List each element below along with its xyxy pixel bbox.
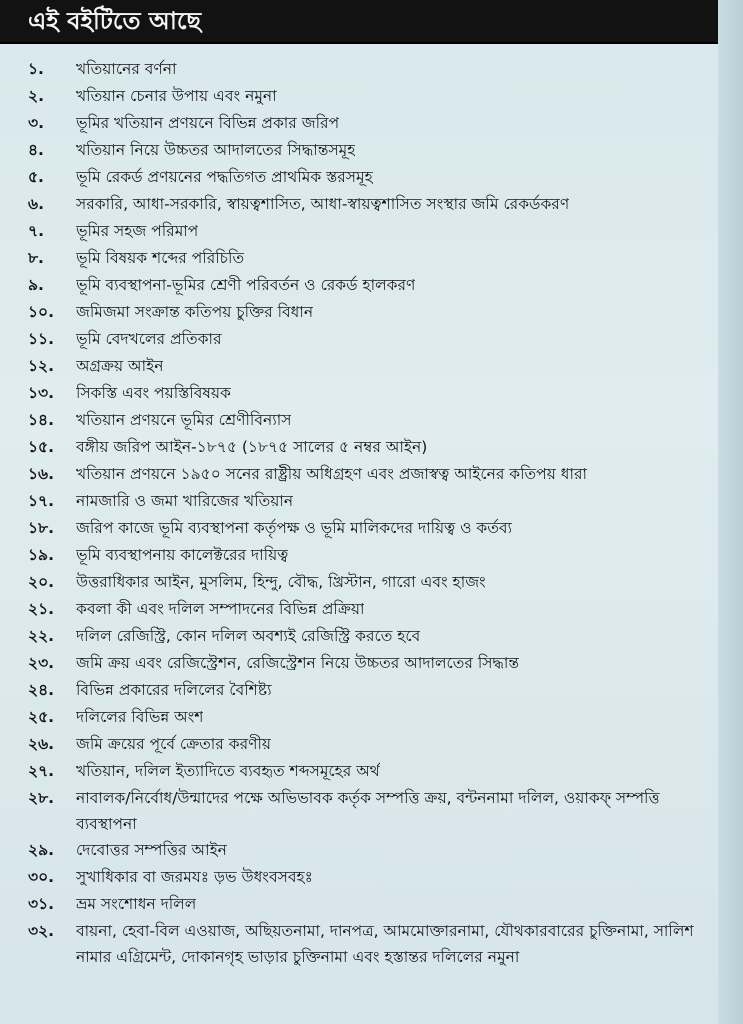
item-text: দলিলের বিভিন্ন অংশ (76, 708, 204, 726)
item-text: খতিয়ান প্রণয়নে ১৯৫০ সনের রাষ্ট্রীয় অধিগ্রহণ এবং প্রজাস্বত্ব আইনের কতিপয় ধারা (76, 465, 587, 483)
list-item (0, 353, 718, 380)
item-number: ৩. (28, 114, 44, 132)
item-number: ২২. (28, 627, 55, 645)
item-number: ১১. (28, 330, 55, 348)
list-item (0, 191, 718, 218)
item-number: ৪. (28, 141, 44, 159)
item-text: জমি ক্রয় এবং রেজিস্ট্রেশন, রেজিস্ট্রেশন নিয়ে উচ্চতর আদালতের সিদ্ধান্ত (76, 654, 520, 672)
item-text: অগ্রক্রয় আইন (76, 357, 164, 375)
list-item (0, 864, 718, 891)
list-item (0, 407, 718, 434)
item-number: ৩২. (28, 922, 55, 940)
item-number: ২১. (28, 600, 55, 618)
list-item (0, 650, 718, 677)
item-text: সরকারি, আধা-সরকারি, স্বায়ত্বশাসিত, আধা-স্বায়ত্বশাসিত সংস্থার জমি রেকর্ডকরণ (76, 195, 570, 213)
item-number: ১৯. (28, 546, 55, 564)
item-number: ১. (28, 60, 44, 78)
item-text: ভ্রম সংশোধন দলিল (76, 895, 197, 913)
list-item (0, 677, 718, 704)
item-text: খতিয়ান প্রণয়নে ভূমির শ্রেণীবিন্যাস (76, 411, 292, 429)
list-item (0, 434, 718, 461)
item-text: জরিপ কাজে ভূমি ব্যবস্থাপনা কর্তৃপক্ষ ও ভূমি মালিকদের দায়িত্ব ও কর্তব্য (76, 519, 513, 537)
item-text: সুখাধিকার বা জরমযঃ ড়ভ উধংবসবহঃ (76, 868, 313, 886)
item-text: নাবালক/নির্বোধ/উন্মাদের পক্ষে অভিভাবক কর্তৃক সম্পত্তি ক্রয়, বন্টননামা দলিল, ওয়াকফ্ সম্পত্তি ব্যবস্থাপনা (76, 789, 660, 833)
item-text: ভূমি বেদখলের প্রতিকার (76, 330, 222, 348)
list-item (0, 461, 718, 488)
item-text: নামজারি ও জমা খারিজের খতিয়ান (76, 492, 294, 510)
item-number: ৯. (28, 276, 44, 294)
list-item (0, 218, 718, 245)
item-number: ১৩. (28, 384, 55, 402)
item-text: জমি ক্রয়ের পূর্বে ক্রেতার করণীয় (76, 735, 272, 753)
item-number: ২৪. (28, 681, 55, 699)
list-item (0, 569, 718, 596)
list-item (0, 785, 718, 837)
page-title: এই বইটিতে আছে (28, 7, 202, 35)
item-text: ভূমি ব্যবস্থাপনায় কালেক্টরের দায়িত্ব (76, 546, 289, 564)
item-number: ৬. (28, 195, 44, 213)
list-item (0, 272, 718, 299)
item-number: ৭. (28, 222, 44, 240)
list-item (0, 731, 718, 758)
item-number: ১৮. (28, 519, 55, 537)
item-text: সিকস্তি এবং পয়স্তিবিষয়ক (76, 384, 231, 402)
item-number: ১৬. (28, 465, 55, 483)
item-text: ভূমি রেকর্ড প্রণয়নের পদ্ধতিগত প্রাথমিক স্তরসমূহ (76, 168, 373, 186)
item-text: বায়না, হেবা-বিল এওয়াজ, অছিয়তনামা, দানপত্র, আমমোক্তারনামা, যৌথকারবারের চুক্তিনামা, সালিশ নামার এগ্রিমেন্ট, দোকানগৃহ ভাড়ার চুক্তিনামা এবং হস্তান্তর দলিলের নমুনা (76, 922, 694, 966)
list-item (0, 704, 718, 731)
item-number: ২. (28, 87, 44, 105)
item-number: ১০. (28, 303, 55, 321)
list-item (0, 56, 718, 83)
item-text: জমিজমা সংক্রান্ত কতিপয় চুক্তির বিধান (76, 303, 314, 321)
item-text: বঙ্গীয় জরিপ আইন-১৮৭৫ (১৮৭৫ সালের ৫ নম্বর আইন) (76, 438, 428, 456)
list-item (0, 515, 718, 542)
list-item (0, 299, 718, 326)
item-number: ৮. (28, 249, 44, 267)
item-number: ১৭. (28, 492, 55, 510)
list-item (0, 380, 718, 407)
item-text: দলিল রেজিস্ট্রি, কোন দলিল অবশ্যই রেজিস্ট্রি করতে হবে (76, 627, 421, 645)
list-item (0, 164, 718, 191)
item-number: ২৯. (28, 841, 55, 859)
item-number: ২৭. (28, 762, 55, 780)
item-text: ভূমি বিষয়ক শব্দের পরিচিতি (76, 249, 245, 267)
item-number: ৫. (28, 168, 44, 186)
item-text: ভূমির সহজ পরিমাপ (76, 222, 199, 240)
item-number: ১৫. (28, 438, 55, 456)
item-number: ২০. (28, 573, 55, 591)
list-item (0, 110, 718, 137)
list-item (0, 758, 718, 785)
item-text: কবলা কী এবং দলিল সম্পাদনের বিভিন্ন প্রক্রিয়া (76, 600, 365, 618)
list-item (0, 837, 718, 864)
item-text: খতিয়ান চেনার উপায় এবং নমুনা (76, 87, 277, 105)
list-item (0, 891, 718, 918)
item-text: খতিয়ানের বর্ণনা (76, 60, 177, 78)
item-text: খতিয়ান নিয়ে উচ্চতর আদালতের সিদ্ধান্তসমূহ (76, 141, 356, 159)
item-text: ভূমি ব্যবস্থাপনা-ভূমির শ্রেণী পরিবর্তন ও রেকর্ড হালকরণ (76, 276, 416, 294)
item-text: উত্তরাধিকার আইন, মুসলিম, হিন্দু, বৌদ্ধ, খ্রিস্টান, গারো এবং হাজং (76, 573, 486, 591)
list-item (0, 83, 718, 110)
item-number: ২৫. (28, 708, 55, 726)
item-number: ২৮. (28, 789, 55, 807)
list-item (0, 596, 718, 623)
page-edge (718, 0, 743, 1024)
list-item (0, 326, 718, 353)
contents-list (0, 56, 718, 970)
item-text: ভূমির খতিয়ান প্রণয়নে বিভিন্ন প্রকার জরিপ (76, 114, 340, 132)
item-number: ১৪. (28, 411, 55, 429)
list-item (0, 137, 718, 164)
item-number: ২৬. (28, 735, 55, 753)
item-number: ২৩. (28, 654, 55, 672)
list-item (0, 542, 718, 569)
item-number: ৩০. (28, 868, 55, 886)
item-text: বিভিন্ন প্রকারের দলিলের বৈশিষ্ট্য (76, 681, 272, 699)
list-item (0, 918, 718, 970)
item-text: দেবোত্তর সম্পত্তির আইন (76, 841, 227, 859)
item-number: ৩১. (28, 895, 55, 913)
list-item (0, 488, 718, 515)
item-number: ১২. (28, 357, 55, 375)
list-item (0, 623, 718, 650)
list-item (0, 245, 718, 272)
header-bar (0, 0, 718, 44)
item-text: খতিয়ান, দলিল ইত্যাদিতে ব্যবহৃত শব্দসমূহের অর্থ (76, 762, 380, 780)
